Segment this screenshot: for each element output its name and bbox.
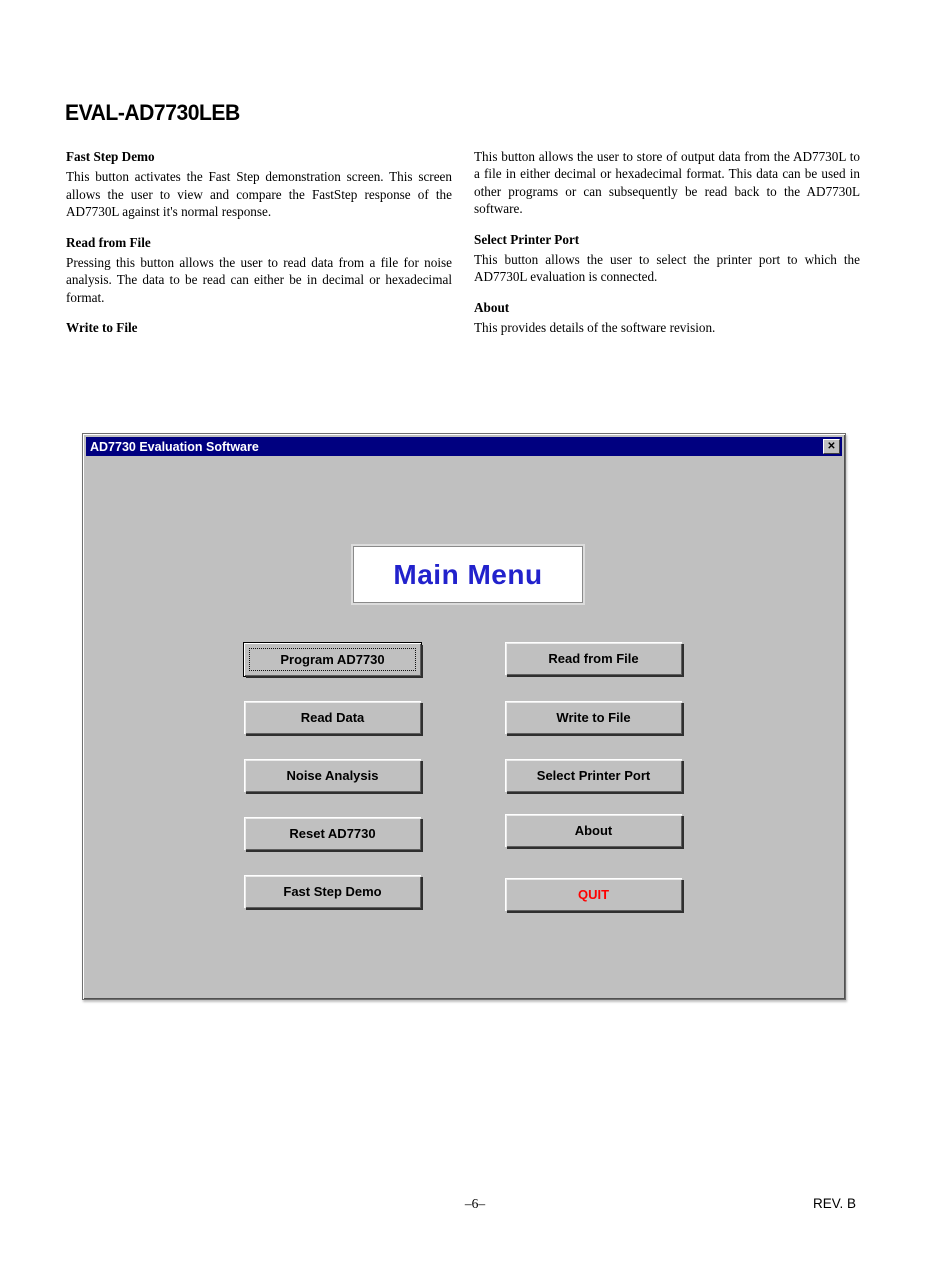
- noise-analysis-button[interactable]: Noise Analysis: [244, 759, 421, 792]
- close-button[interactable]: [823, 439, 840, 454]
- window-title: AD7730 Evaluation Software: [90, 439, 259, 454]
- doc-heading: Read from File: [66, 234, 151, 250]
- about-button[interactable]: About: [505, 814, 682, 847]
- doc-paragraph: This button allows the user to select the printer port to which the AD7730L evaluation is connected.: [474, 252, 860, 285]
- quit-button[interactable]: QUIT: [505, 878, 682, 911]
- doc-paragraph: This button activates the Fast Step demonstration screen. This screen allows the user to view and compare the FastStep response of the AD7730L against it's normal response.: [66, 169, 452, 220]
- doc-left-column: [66, 148, 452, 340]
- doc-heading: About: [474, 299, 510, 315]
- fast-step-demo-button[interactable]: Fast Step Demo: [244, 875, 421, 908]
- doc-paragraph: Pressing this button allows the user to read data from a file for noise analysis. The data to be read can either be in decimal or hexadecimal format.: [66, 255, 452, 305]
- main-menu-panel: [353, 546, 583, 603]
- page-number: –6–: [464, 1196, 486, 1211]
- select-printer-port-button[interactable]: Select Printer Port: [505, 759, 682, 792]
- write-to-file-button[interactable]: Write to File: [505, 701, 682, 734]
- doc-paragraph: This button allows the user to store of output data from the AD7730L to a file in either decimal or hexadecimal format. This data can be used in other programs or can subsequently be read back to the AD7730L software.: [474, 149, 860, 217]
- page-title: EVAL-AD7730LEB: [65, 100, 240, 125]
- doc-paragraph: This provides details of the software revision.: [474, 320, 716, 336]
- reset-ad7730-button[interactable]: Reset AD7730: [244, 817, 421, 850]
- doc-heading: Write to File: [66, 320, 138, 336]
- window-titlebar: [86, 437, 842, 456]
- doc-heading: Select Printer Port: [474, 231, 580, 247]
- app-window: [82, 433, 846, 1000]
- close-icon: ✕: [827, 441, 836, 452]
- revision-label: REV. B: [812, 1196, 856, 1211]
- main-menu-title: Main Menu: [393, 558, 543, 590]
- read-from-file-button[interactable]: Read from File: [505, 642, 682, 675]
- program-ad7730-button[interactable]: Program AD7730: [244, 643, 421, 676]
- doc-right-column: [474, 148, 860, 337]
- doc-heading: Fast Step Demo: [66, 149, 155, 164]
- read-data-button[interactable]: Read Data: [244, 701, 421, 734]
